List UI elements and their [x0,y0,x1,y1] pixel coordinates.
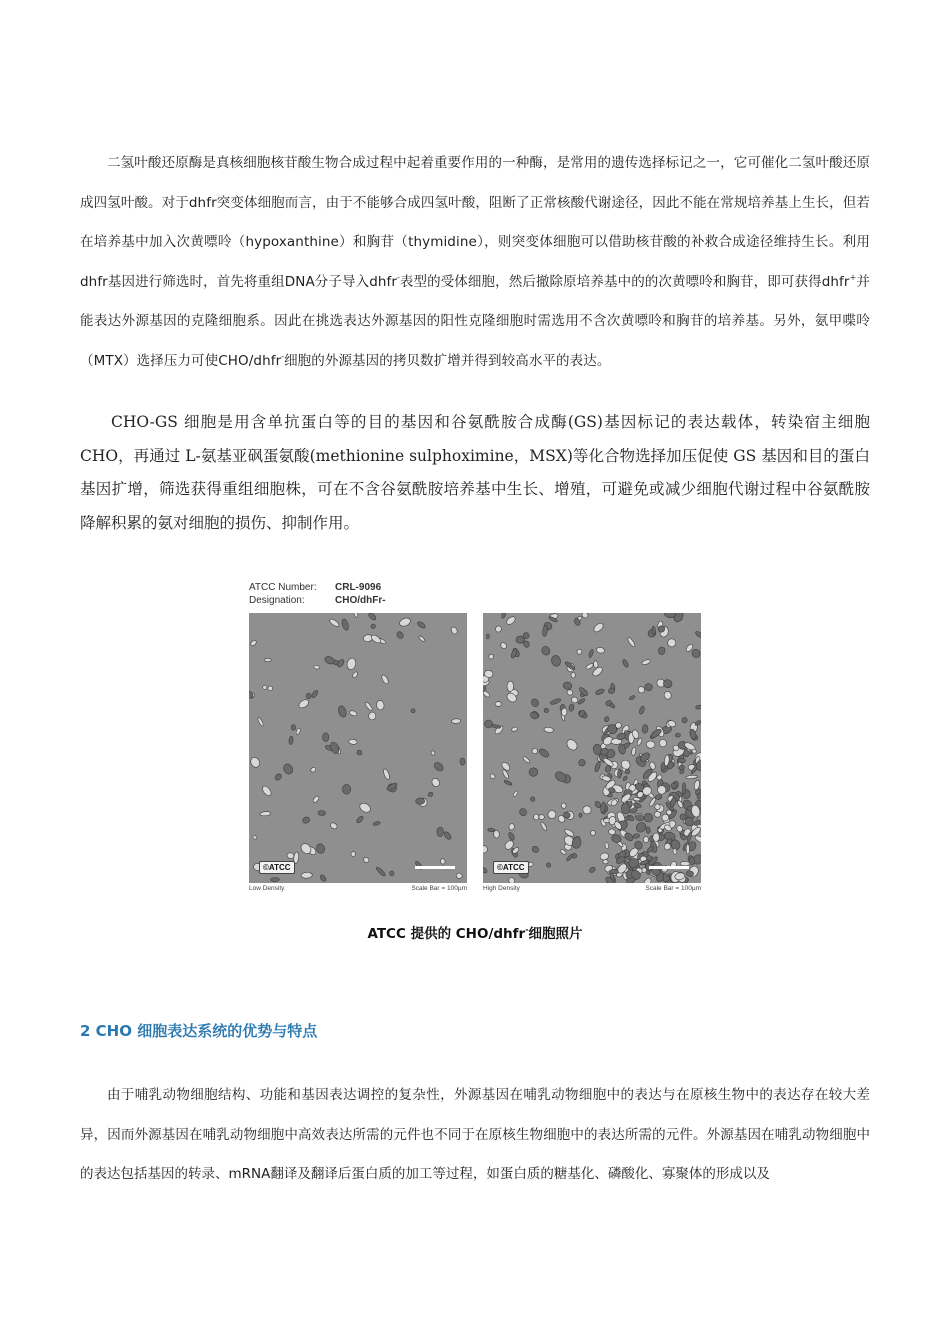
designation-value: CHO/dhFr- [335,595,386,606]
cell-shape [291,725,296,731]
term-dhfr: dhfr [80,273,108,290]
text-run: 由于哺乳动物细胞结构、功能和基因表达调控的复杂性，外源基因在哺乳动物细胞中的表达与在原核生物中的表达存在较大差异，因而外源基因在哺乳动物细胞中高效表达所需的元件也不同于在原核生物细胞中的表达所需的元件。外源基因在哺乳动物细胞中的表达包括基因的转录、 [80,1087,870,1182]
text-run: 分子导入 [314,273,370,290]
superscript-minus: - [281,351,285,361]
text-run: 二氢叶酸还原酶是真核细胞核苷酸生物合成过程中起着重要作用的一种酶，是常用的遗传选择标记之一，它可催化二氢叶酸还原成四氢叶酸。对于 [80,155,870,211]
section-heading: 2 CHO 细胞表达系统的优势与特点 [80,1022,318,1040]
cell-shape [486,634,489,639]
superscript-minus: - [525,925,529,934]
cell-shape [642,724,649,733]
cell-shape [539,815,544,820]
cell-shape [416,798,425,805]
micrograph-caption-right [483,885,701,892]
paragraph-dhfr [80,144,870,381]
micrograph-image [249,613,467,883]
scale-bar [649,866,689,869]
cell-shape [590,830,596,836]
atcc-number-label: ATCC Number: [249,582,317,593]
text-run: ）选择压力可使 [123,352,219,369]
cell-shape [437,827,444,837]
cell-shape [495,701,502,706]
atcc-logo: ©ATCC [493,861,529,874]
cell-shape [645,683,653,690]
term-dhfr: dhfr [188,194,217,211]
term-mrna: mRNA [228,1166,271,1182]
text-run: 基因进行筛选时，首先将重组 [107,273,285,290]
cell-shape [351,852,356,857]
atcc-logo: ©ATCC [259,861,295,874]
cell-shape [264,658,271,661]
superscript-plus: + [849,272,857,282]
cell-shape [561,708,567,716]
micrograph-caption-left [249,885,467,892]
cell-shape [270,877,279,882]
caption-text: ATCC 提供的 CHO/dhfr [367,926,526,942]
caption-text: 细胞照片 [528,926,583,942]
cell-shape [493,830,499,838]
micrograph-high-density [483,613,701,883]
figure-caption [0,922,950,942]
cell-shape [460,758,465,765]
cell-shape [646,826,651,833]
cell-shape [431,751,435,756]
cell-shape [683,749,689,757]
cell-shape [643,837,649,843]
cell-shape [301,872,312,878]
term-thymidine: thymidine [408,234,477,250]
cell-shape [625,769,630,774]
scale-bar [415,866,455,869]
micrograph-image [483,613,701,883]
cell-shape [617,770,621,779]
cell-shape [675,733,681,737]
micrograph-background [249,613,467,883]
cell-shape [507,681,514,692]
term-dhfr: dhfr [821,273,850,290]
term-hypoxanthine: hypoxanthine [245,234,339,250]
cell-shape [579,813,583,818]
designation-label: Designation: [249,595,305,606]
text-run: 翻译及翻译后蛋白质的加工等过程，如蛋白质的糖基化、磷酸化、寡聚体的形成以及 [270,1166,770,1182]
paragraph-cho-gs: CHO-GS 细胞是用含单抗蛋白等的目的基因和谷氨酰胺合成酶(GS)基因标记的表达载体，转染宿主细胞 CHO，再通过 L-氨基亚砜蛋氨酸(methionine sulphoximine，MSX)等化合物选择加压促使 GS 基因和目的蛋白基因扩增，筛选获得重组细胞株，可在不含谷氨酰胺培养基中生长、增殖，可避免或减少细胞代谢过程中谷氨酰胺降解积累的氨对细胞的损伤、抑制作用。 [80,413,870,532]
paragraph-expression [80,1076,870,1195]
micrograph-low-density [249,613,467,883]
atcc-number-value: CRL-9096 [335,582,382,593]
text-run: 表型的受体细胞，然后撤除原培养基中的的次黄嘌呤和胸苷，即可获得 [399,273,822,290]
scale-text: Scale Bar = 100µm [411,885,467,892]
cell-shape [655,804,661,810]
term-mtx: MTX [93,352,124,369]
text-run: 细胞的外源基因的拷贝数扩增并得到较高水平的表达。 [284,352,611,369]
cell-shape [533,814,539,820]
cell-shape [451,718,461,723]
text-run: 并能表达外源基因的克隆细胞系。因此在挑选表达外源基因的阳性克隆细胞时需选用不含次黄嘌呤和胸苷的培养基。另外，氨甲喋呤（ [80,273,870,369]
cell-shape [644,813,653,822]
term-dna: DNA [284,273,315,290]
superscript-minus: - [397,272,400,282]
cell-shape [262,685,267,690]
density-label: Low Density [249,885,285,892]
cell-photo-figure [249,581,701,897]
cell-shape [571,672,576,678]
cell-shape [671,783,676,789]
cell-shape [318,810,326,816]
cell-shape [342,784,350,794]
cell-shape [653,833,660,842]
cell-shape [593,661,598,669]
text-run: ），则突变体细胞可以借助核苷酸的补救合成途径维持生长。利用 [476,234,871,250]
cell-shape [686,844,689,854]
cell-shape [323,733,329,742]
term-cho-dhfr: CHO/dhfr [218,352,282,369]
scale-text: Scale Bar = 100µm [645,885,701,892]
density-label: High Density [483,885,520,892]
cell-shape [530,797,535,802]
cell-shape [636,814,645,821]
cell-shape [682,783,686,795]
figure-header [249,581,386,607]
text-run: 突变体细胞而言，由于不能够合成四氢叶酸，阻断了正常核酸代谢途径，因此不能在常规培养基上生长，但若在培养基中加入次黄嘌呤（ [80,194,870,250]
cell-shape [689,857,694,865]
cell-shape [678,758,685,763]
term-dhfr: dhfr [369,273,398,290]
text-run: ）和胸苷（ [338,234,409,250]
